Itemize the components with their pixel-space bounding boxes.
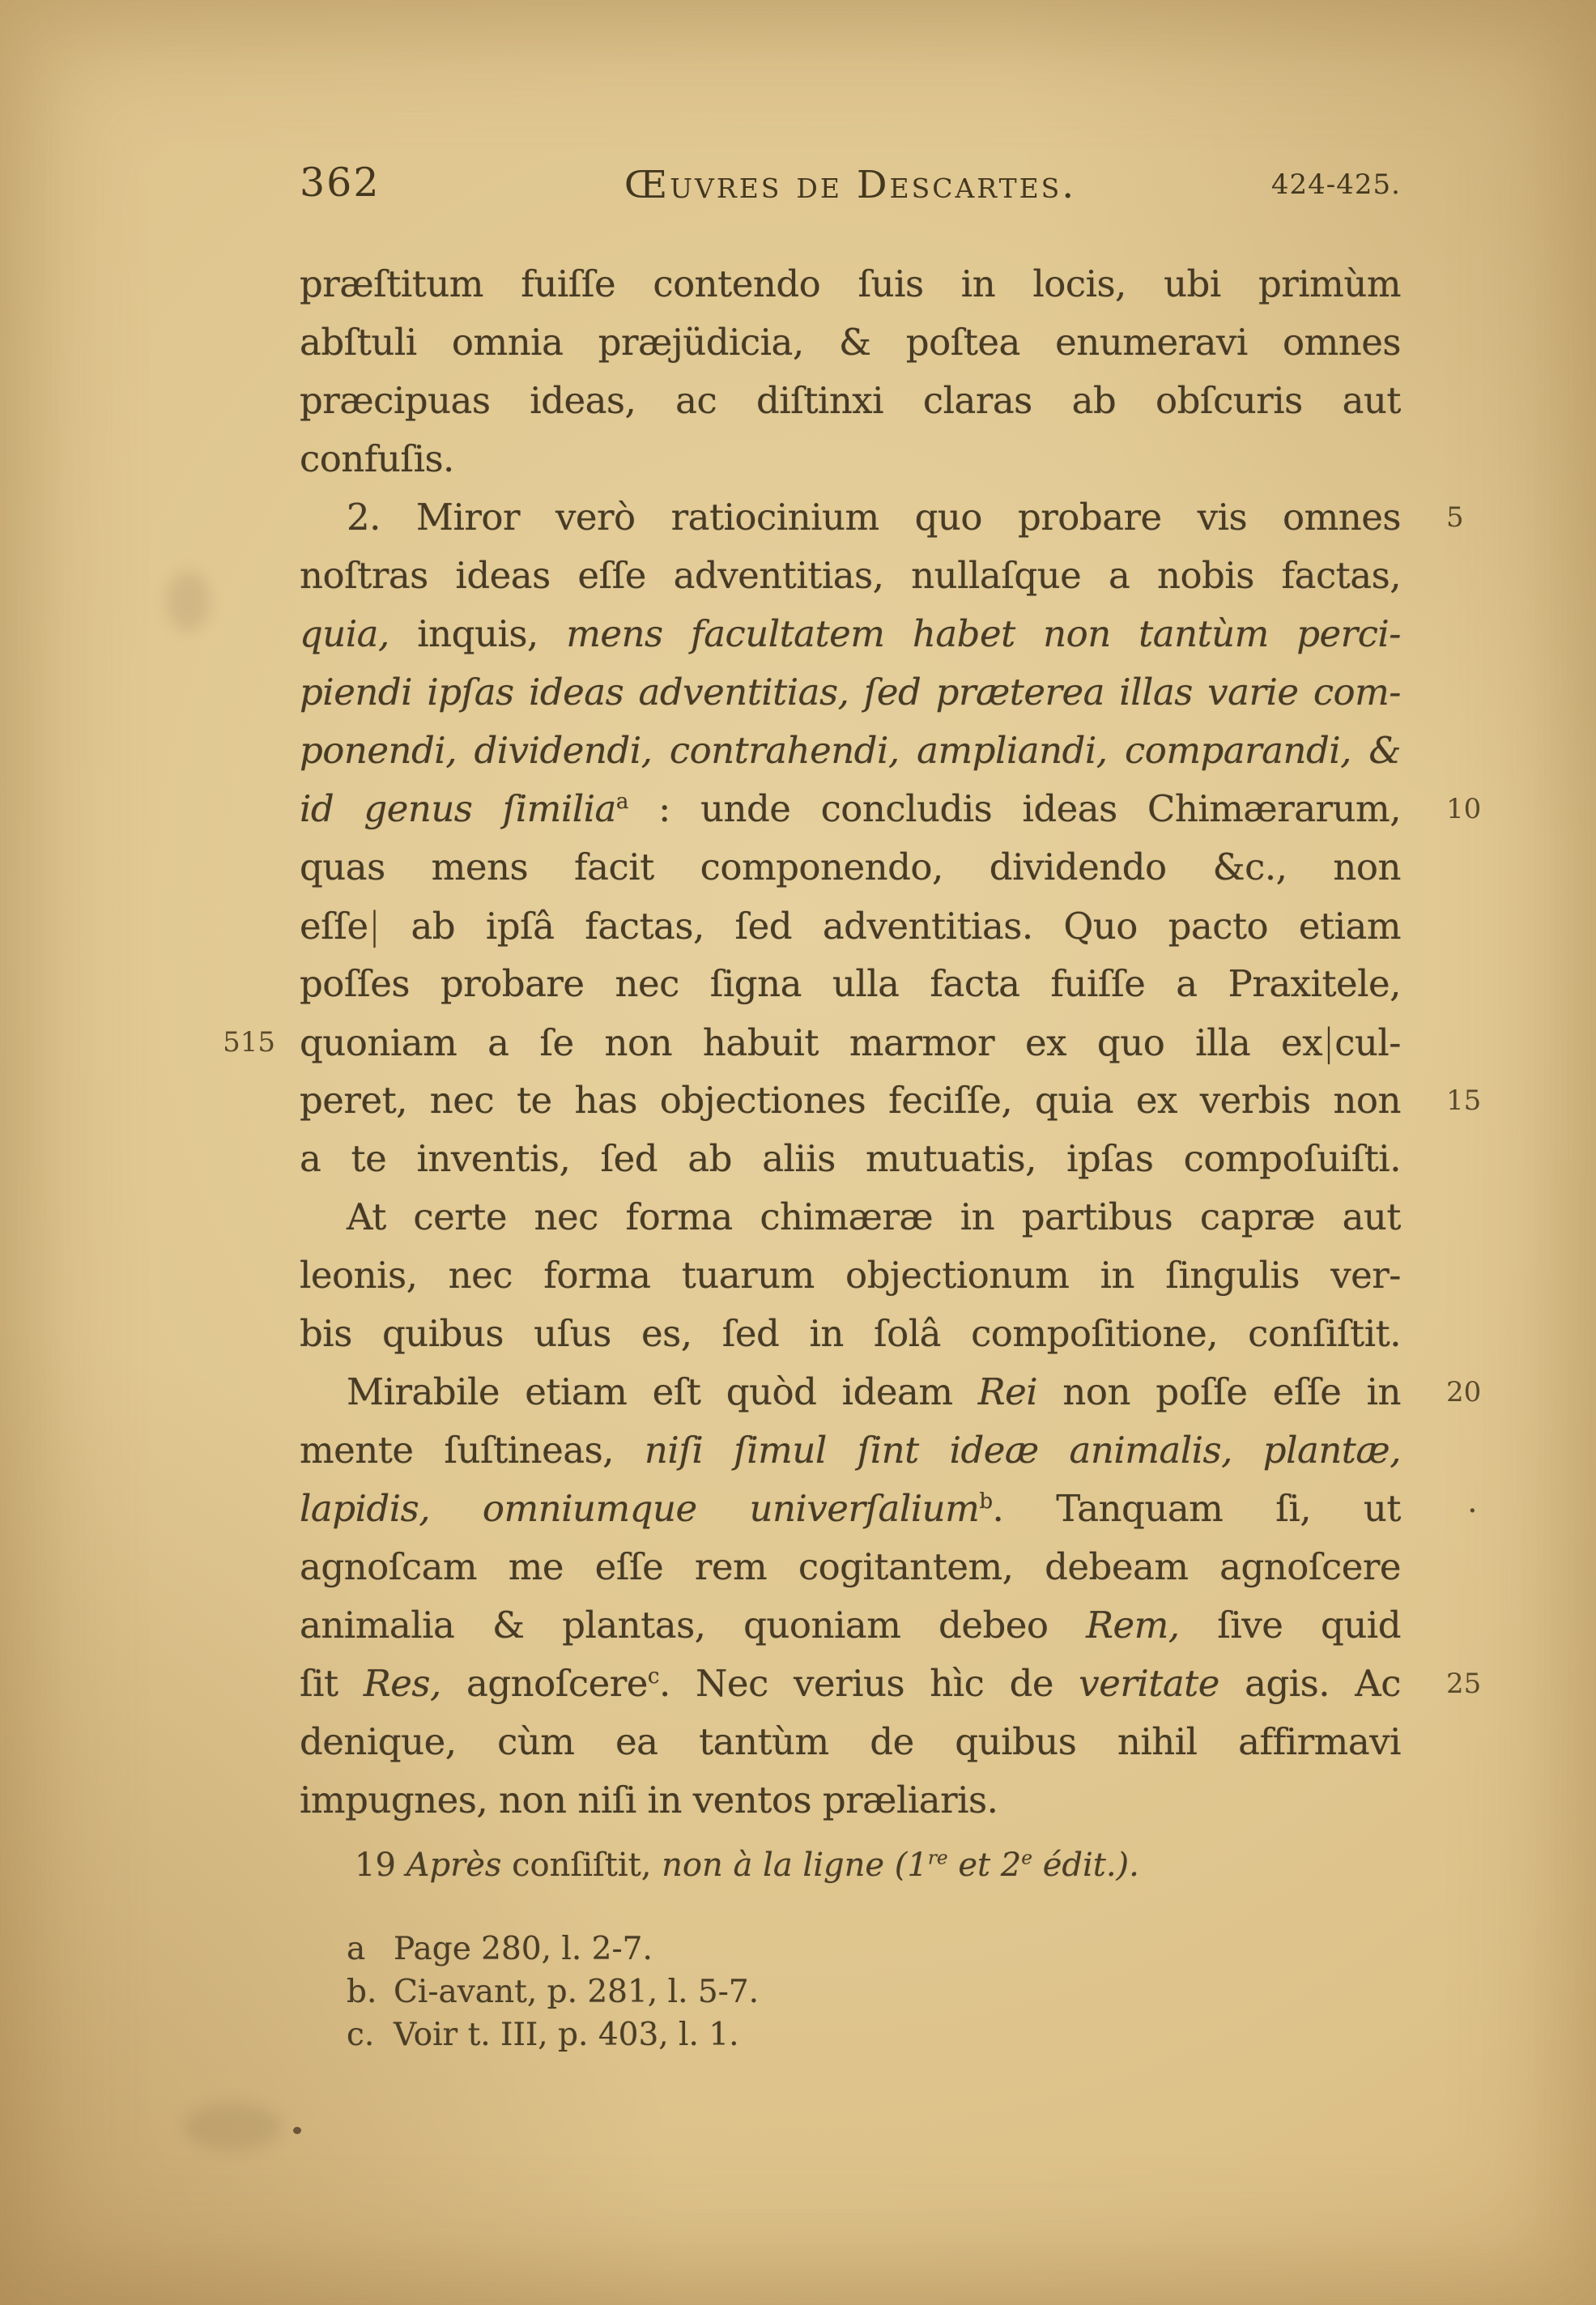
text-line-row [194,605,1522,663]
text-segment: præcipuas ideas, ac diſtinxi claras ab obſcuris aut [300,379,1401,422]
left-margin-number [194,372,300,430]
left-margin-number [194,605,300,663]
left-margin-number [194,663,300,722]
left-margin-number [194,780,300,838]
text-line [300,430,1401,488]
ink-speck [293,2127,301,2134]
text-line-row [194,430,1522,488]
text-line [300,1713,1401,1771]
text-segment: agnoſcam me eſſe rem cogitantem, debeam agnoſcere [300,1545,1401,1588]
footnote-letter: c. [347,2017,375,2053]
footnote-text: Page 280, l. 2-7. [394,1931,653,1967]
text-segment: Après [406,1847,502,1884]
left-margin-number [194,488,300,547]
text-line [300,1480,1401,1538]
text-segment: animalia & plantas, quoniam debeo [300,1604,1087,1647]
footnote-row [347,2017,1318,2060]
right-margin-number [1401,1538,1522,1596]
left-margin-number [194,1246,300,1305]
paper-smudge [166,571,211,632]
text-line [300,255,1401,313]
text-line-row [194,1363,1522,1421]
right-margin-number [1401,897,1522,955]
text-line [300,780,1401,838]
text-line-row [194,1713,1522,1771]
page-break-bar: | [1322,1020,1335,1064]
right-margin-number [1401,1188,1522,1246]
text-line [300,605,1401,663]
right-margin-number [1401,605,1522,663]
text-segment: inquis, [389,612,567,655]
paper-smudge [185,2103,282,2151]
text-line [300,1596,1401,1655]
text-block [194,255,1522,1830]
text-segment: . Nec verius hìc de [659,1662,1079,1705]
page-break-bar: | [368,904,381,948]
text-line-row [194,313,1522,372]
footnote-letter: a [347,1931,366,1967]
text-segment: id genus ſimilia [300,787,616,830]
text-line-row [194,1305,1522,1363]
text-segment: abſtuli omnia præjüdicia, & poſtea enumeravi omnes [300,321,1401,364]
text-segment: noſtras ideas eſſe adventitias, nullaſque a nobis factas, [300,554,1401,597]
text-line [300,1305,1401,1363]
text-line-row [194,1130,1522,1188]
text-line-row [194,1771,1522,1830]
text-line-row [194,372,1522,430]
text-segment: conſiſtit, [501,1847,662,1884]
text-segment: quia, [300,612,389,655]
text-segment: c [647,1664,660,1689]
left-margin-number [194,255,300,313]
text-line [300,372,1401,430]
left-margin-number [194,1538,300,1596]
text-line [300,722,1401,780]
left-margin-number [194,838,300,897]
right-margin-number [1401,547,1522,605]
text-line [300,547,1401,605]
right-margin-number [1401,1421,1522,1480]
text-segment: denique, cùm ea tantùm de quibus nihil affirmavi [300,1720,1401,1763]
text-segment: ſit [300,1662,364,1705]
right-margin-number [1401,1013,1522,1072]
text-segment: non à la ligne (1 [662,1847,928,1884]
text-segment: Rei [977,1370,1038,1413]
left-margin-number: 515 [223,1026,275,1059]
text-line [300,1655,1401,1713]
text-line-row [194,1538,1522,1596]
text-segment: 19 [355,1847,406,1884]
right-margin-number: 10 [1446,793,1482,825]
text-line [300,897,1401,955]
text-segment: quas mens facit componendo, dividendo &c., non [300,846,1401,888]
text-line-row [194,1013,1522,1072]
left-margin-number [194,1596,300,1655]
right-margin-number: 5 [1446,501,1464,534]
text-line [300,663,1401,722]
right-margin-number [1401,1713,1522,1771]
text-line-row [194,1655,1522,1713]
text-segment: impugnes, non niſi in ventos præliaris. [300,1779,998,1821]
text-segment: Rem, [1086,1604,1180,1647]
left-margin-number [194,1130,300,1188]
left-margin-number [194,430,300,488]
text-segment: mente ſuſtineas, [300,1429,645,1472]
text-segment: Mirabile etiam eſt quòd ideam [347,1370,978,1413]
right-margin-number: 25 [1446,1668,1482,1700]
text-line [300,313,1401,372]
text-segment: piendi ipſas ideas adventitias, ſed præterea illas varie com- [300,671,1401,714]
left-margin-number [194,722,300,780]
text-segment: mens facultatem habet non tantùm perci- [566,612,1401,655]
text-segment: 2. Miror verò ratiocinium quo probare vis omnes [347,496,1401,539]
running-header [300,156,1401,207]
footnote-refs [347,1931,1318,2060]
text-line-row [194,955,1522,1013]
right-margin-number [1401,1305,1522,1363]
text-line-row [194,1188,1522,1246]
text-segment: præſtitum fuiſſe contendo ſuis in locis, ubi primùm [300,262,1401,305]
right-margin-number [1401,1480,1522,1538]
text-segment: a te inventis, ſed ab aliis mutuatis, ipſas compoſuiſti. [300,1137,1401,1180]
text-segment: agis. Ac [1219,1662,1401,1705]
right-margin-number [1401,1771,1522,1830]
text-line [300,1130,1401,1188]
text-segment: b [979,1489,993,1514]
text-segment: : unde concludis ideas Chimærarum, [628,787,1401,830]
text-line-row [194,838,1522,897]
right-margin-number [1401,955,1522,1013]
left-margin-number [194,1771,300,1830]
right-margin-number: 20 [1446,1376,1482,1408]
text-segment: confuſis. [300,437,454,480]
variant-note [355,1845,1424,1885]
text-segment: ponendi, dividendi, contrahendi, ampliandi, comparandi, & [300,729,1401,772]
text-segment: agnoſcere [440,1662,648,1705]
text-segment: poſſes probare nec ſigna ulla facta fuiſſe a Praxitele, [300,962,1401,1005]
text-segment: eſſe [300,905,368,948]
left-margin-number [194,1363,300,1421]
footnote-row [347,1974,1318,2017]
text-line [300,1363,1401,1421]
right-margin-number [1401,430,1522,488]
text-line-row [194,488,1522,547]
margin-dot: · [1467,1493,1478,1530]
text-segment: peret, nec te has objectiones feciſſe, quia ex verbis non [300,1079,1401,1122]
text-segment: Res, [363,1662,441,1705]
edition-folio-number: 424-425. [1270,168,1401,201]
text-segment: a [615,790,628,814]
text-line-row [194,255,1522,313]
left-margin-number [194,1421,300,1480]
text-line [300,1072,1401,1130]
footnote-text: Ci-avant, p. 281, l. 5-7. [394,1974,760,2010]
text-line [300,1421,1401,1480]
left-margin-number [194,1713,300,1771]
right-margin-number [1401,1130,1522,1188]
text-segment: veritate [1079,1662,1219,1705]
text-segment: édit.). [1032,1847,1139,1884]
text-line [300,1771,1401,1830]
page-number: 362 [300,160,381,206]
left-margin-number [194,1655,300,1713]
right-margin-number [1401,1246,1522,1305]
text-line-row [194,722,1522,780]
right-margin-number [1401,313,1522,372]
left-margin-number [194,955,300,1013]
left-margin-number [194,1188,300,1246]
text-segment: e [1021,1847,1032,1869]
right-margin-number [1401,1596,1522,1655]
right-margin-number [1401,663,1522,722]
left-margin-number [194,1072,300,1130]
left-margin-number [194,1305,300,1363]
right-margin-number [1401,722,1522,780]
text-line [300,955,1401,1013]
text-line [300,1188,1401,1246]
text-segment: cul- [1334,1021,1401,1064]
text-segment: bis quibus uſus es, ſed in ſolâ compoſitione, conſiſtit. [300,1312,1401,1355]
text-line-row [194,1596,1522,1655]
text-line [300,1013,1401,1072]
running-title: Œuvres de Descartes. [624,163,1077,207]
left-margin-number [194,1480,300,1538]
footnote-row [347,1931,1318,1974]
text-segment: ab ipſâ factas, ſed adventitias. Quo pacto etiam [380,905,1401,948]
text-line-row [194,1072,1522,1130]
text-segment: lapidis, omniumque univerſalium [300,1487,980,1530]
text-line-row [194,1421,1522,1480]
text-line [300,1538,1401,1596]
text-line [300,1246,1401,1305]
text-segment: et 2 [947,1847,1022,1884]
text-line-row [194,547,1522,605]
text-segment: re [927,1847,948,1869]
footnote-text: Voir t. III, p. 403, l. 1. [394,2017,739,2053]
text-segment: ſive quid [1179,1604,1401,1647]
right-margin-number [1401,838,1522,897]
right-margin-number [1401,255,1522,313]
text-segment: . Tanquam ſi, ut [992,1487,1401,1530]
text-line-row [194,897,1522,955]
left-margin-number [194,313,300,372]
text-segment: niſi ſimul ſint ideæ animalis, plantæ, [644,1429,1401,1472]
text-line-row [194,663,1522,722]
text-line-row [194,1246,1522,1305]
text-line-row [194,780,1522,838]
text-segment: quoniam a ſe non habuit marmor ex quo illa ex [300,1021,1323,1064]
right-margin-number [1401,372,1522,430]
left-margin-number [194,897,300,955]
text-line-row [194,1480,1522,1538]
text-line [300,488,1401,547]
text-segment: non poſſe eſſe in [1037,1370,1401,1413]
footnote-letter: b. [347,1974,377,2010]
text-segment: leonis, nec forma tuarum objectionum in ſingulis ver- [300,1254,1401,1297]
right-margin-number: 15 [1446,1084,1482,1117]
text-segment: At certe nec forma chimæræ in partibus capræ aut [347,1195,1401,1238]
text-line [300,838,1401,897]
